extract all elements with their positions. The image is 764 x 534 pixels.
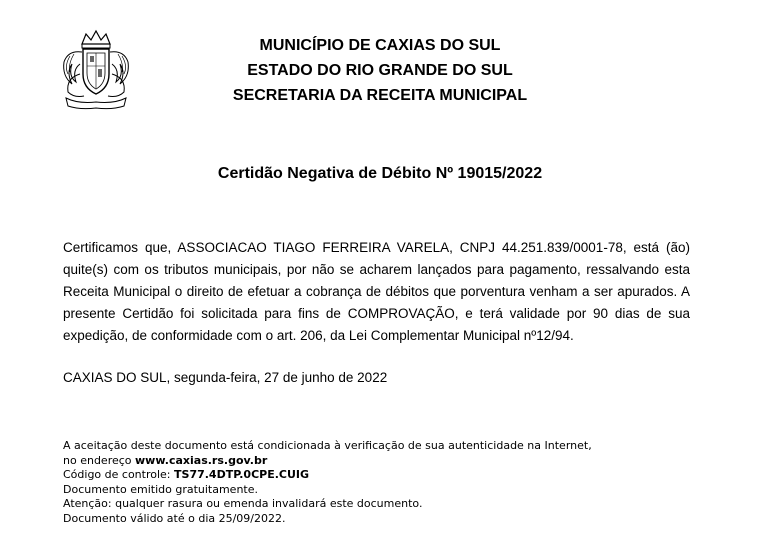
footer-free-issue-note: Documento emitido gratuitamente. <box>63 482 259 496</box>
verification-url-link[interactable]: www.caxias.rs.gov.br <box>135 453 268 467</box>
footer-validity-note: Documento válido até o dia 25/09/2022. <box>63 511 286 525</box>
footer-address-line <box>63 454 703 469</box>
city-date: CAXIAS DO SUL, segunda-feira, 27 de junho de 2022 <box>63 370 388 385</box>
state-name: ESTADO DO RIO GRANDE DO SUL <box>247 62 513 79</box>
certificate-title: Certidão Negativa de Débito Nº 19015/2022 <box>217 165 543 182</box>
document-footer <box>63 439 703 527</box>
control-code-label: Código de controle: <box>63 468 171 482</box>
department-name: SECRETARIA DA RECEITA MUNICIPAL <box>232 87 528 104</box>
certificate-body <box>63 237 690 347</box>
coat-of-arms-icon <box>58 26 134 110</box>
footer-authenticity-note: A aceitação deste documento está condicionada à verificação de sua autenticidade na Internet, <box>63 439 592 452</box>
document-header <box>160 33 600 108</box>
control-code-value: TS77.4DTP.0CPE.CUIG <box>174 468 310 482</box>
footer-control-code-line <box>63 468 703 483</box>
municipality-name: MUNICÍPIO DE CAXIAS DO SUL <box>259 37 501 54</box>
footer-address-label: no endereço <box>63 453 132 467</box>
certificate-paragraph: Certificamos que, ASSOCIACAO TIAGO FERREIRA VARELA, CNPJ 44.251.839/0001-78, está (ão) quite(s) com os tributos municipais, por não se acharem lançados para pagamento, ressalvando esta Receita Municipal o direito de efetuar a cobrança de débitos que porventura venham a ser apurados. A presente Certidão foi solicitada para fins de COMPROVAÇÃO, e terá validade por 90 dias de sua expedição, de conformidade com o art. 206, da Lei Complementar Municipal nº12/94. <box>63 240 690 343</box>
footer-warning-note: Atenção: qualquer rasura ou emenda invalidará este documento. <box>63 497 423 511</box>
